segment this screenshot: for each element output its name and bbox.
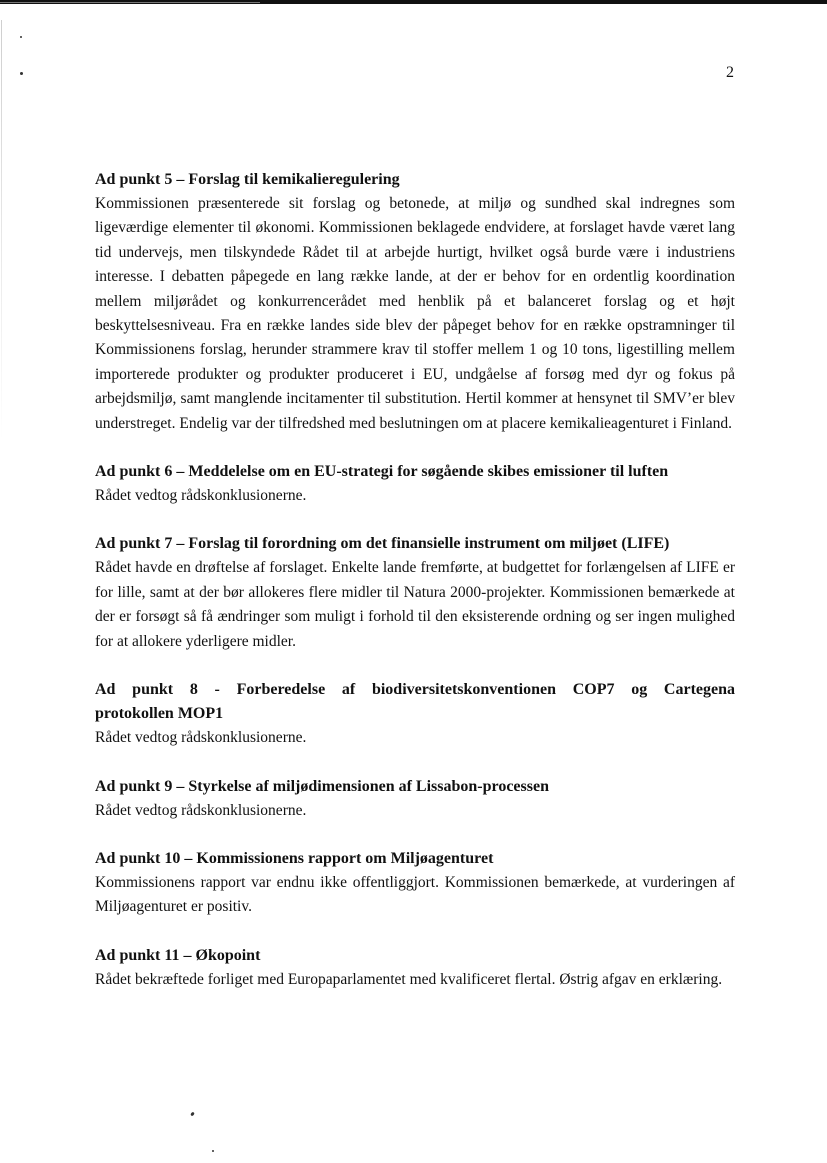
section-heading: Ad punkt 8 - Forberedelse af biodiversitetskonventionen COP7 og Cartegena	[95, 681, 735, 699]
document-body	[95, 168, 735, 1016]
section-paragraph: Rådet vedtog rådskonklusionerne.	[95, 729, 307, 747]
section-paragraph: Kommissionen præsenterede sit forslag og betonede, at miljø og sundhed skal indregnes som ligeværdige elementer til økonomi. Kommissionen beklagede endvidere, at forslaget havde været lang tid undervejs, men tilskyndede Rådet til at arbejde hurtigt, hvilket også burde være i industriens interesse. I debatten påpegede en lang række lande, at der er behov for en ordentlig koordination mellem miljørådet og konkurrencerådet med henblik på et balanceret forslag og et højt beskyttelsesniveau. Fra en række landes side blev der påpeget behov for en række opstramninger til Kommissionens forslag, herunder strammere krav til stoffer mellem 1 og 10 tons, ligestilling mellem importerede produkter og produkter produceret i EU, undgåelse af forsøg med dyr og fokus på arbejdsmiljø, samt manglende incitamenter til substitution. Hertil kommer at hensynet til SMV’er blev understreget. Endelig var der tilfredshed med beslutningen om at placere kemikalieagenturet i Finland.	[95, 195, 735, 432]
section-punkt-8	[95, 678, 735, 750]
section-heading-continuation: protokollen MOP1	[95, 705, 224, 723]
section-heading: Ad punkt 7 – Forslag til forordning om det finansielle instrument om miljøet (LIFE)	[95, 535, 670, 553]
section-heading: Ad punkt 9 – Styrkelse af miljødimensionen af Lissabon-processen	[95, 777, 549, 795]
section-paragraph: Rådet bekræftede forliget med Europaparlamentet med kvalificeret flertal. Østrig afgav en erklæring.	[95, 970, 723, 988]
page-number: 2	[726, 64, 734, 81]
scan-speck	[20, 72, 23, 75]
section-punkt-7	[95, 532, 735, 654]
scan-speck	[190, 1112, 195, 1117]
section-paragraph: Rådet vedtog rådskonklusionerne.	[95, 801, 307, 819]
section-punkt-10	[95, 847, 735, 920]
scan-speck	[212, 1150, 214, 1152]
scan-left-edge	[1, 20, 2, 440]
section-paragraph: Rådet havde en drøftelse af forslaget. Enkelte lande fremførte, at budgettet for forlængelsen af LIFE er for lille, samt at der bør allokeres flere midler til Natura 2000-projekter. Kommissionen bemærkede at der er forsøgt så få ændringer som muligt i forhold til den eksisterende ordning og ser ingen mulighed for at allokere yderligere midler.	[95, 559, 735, 650]
section-heading: Ad punkt 11 – Økopoint	[95, 946, 261, 964]
top-border-thin-rule	[0, 2, 260, 3]
section-heading: Ad punkt 10 – Kommissionens rapport om Miljøagenturet	[95, 849, 494, 867]
section-punkt-5	[95, 168, 735, 436]
section-punkt-6	[95, 460, 735, 508]
section-heading: Ad punkt 5 – Forslag til kemikalieregulering	[95, 171, 400, 188]
scan-speck	[20, 36, 22, 38]
section-punkt-11	[95, 944, 735, 992]
section-punkt-9	[95, 775, 735, 823]
section-paragraph: Rådet vedtog rådskonklusionerne.	[95, 487, 307, 505]
section-paragraph: Kommissionens rapport var endnu ikke offentliggjort. Kommissionen bemærkede, at vurderingen af Miljøagenturet er positiv.	[95, 873, 735, 916]
section-heading: Ad punkt 6 – Meddelelse om en EU-strategi for søgående skibes emissioner til luften	[95, 463, 669, 481]
